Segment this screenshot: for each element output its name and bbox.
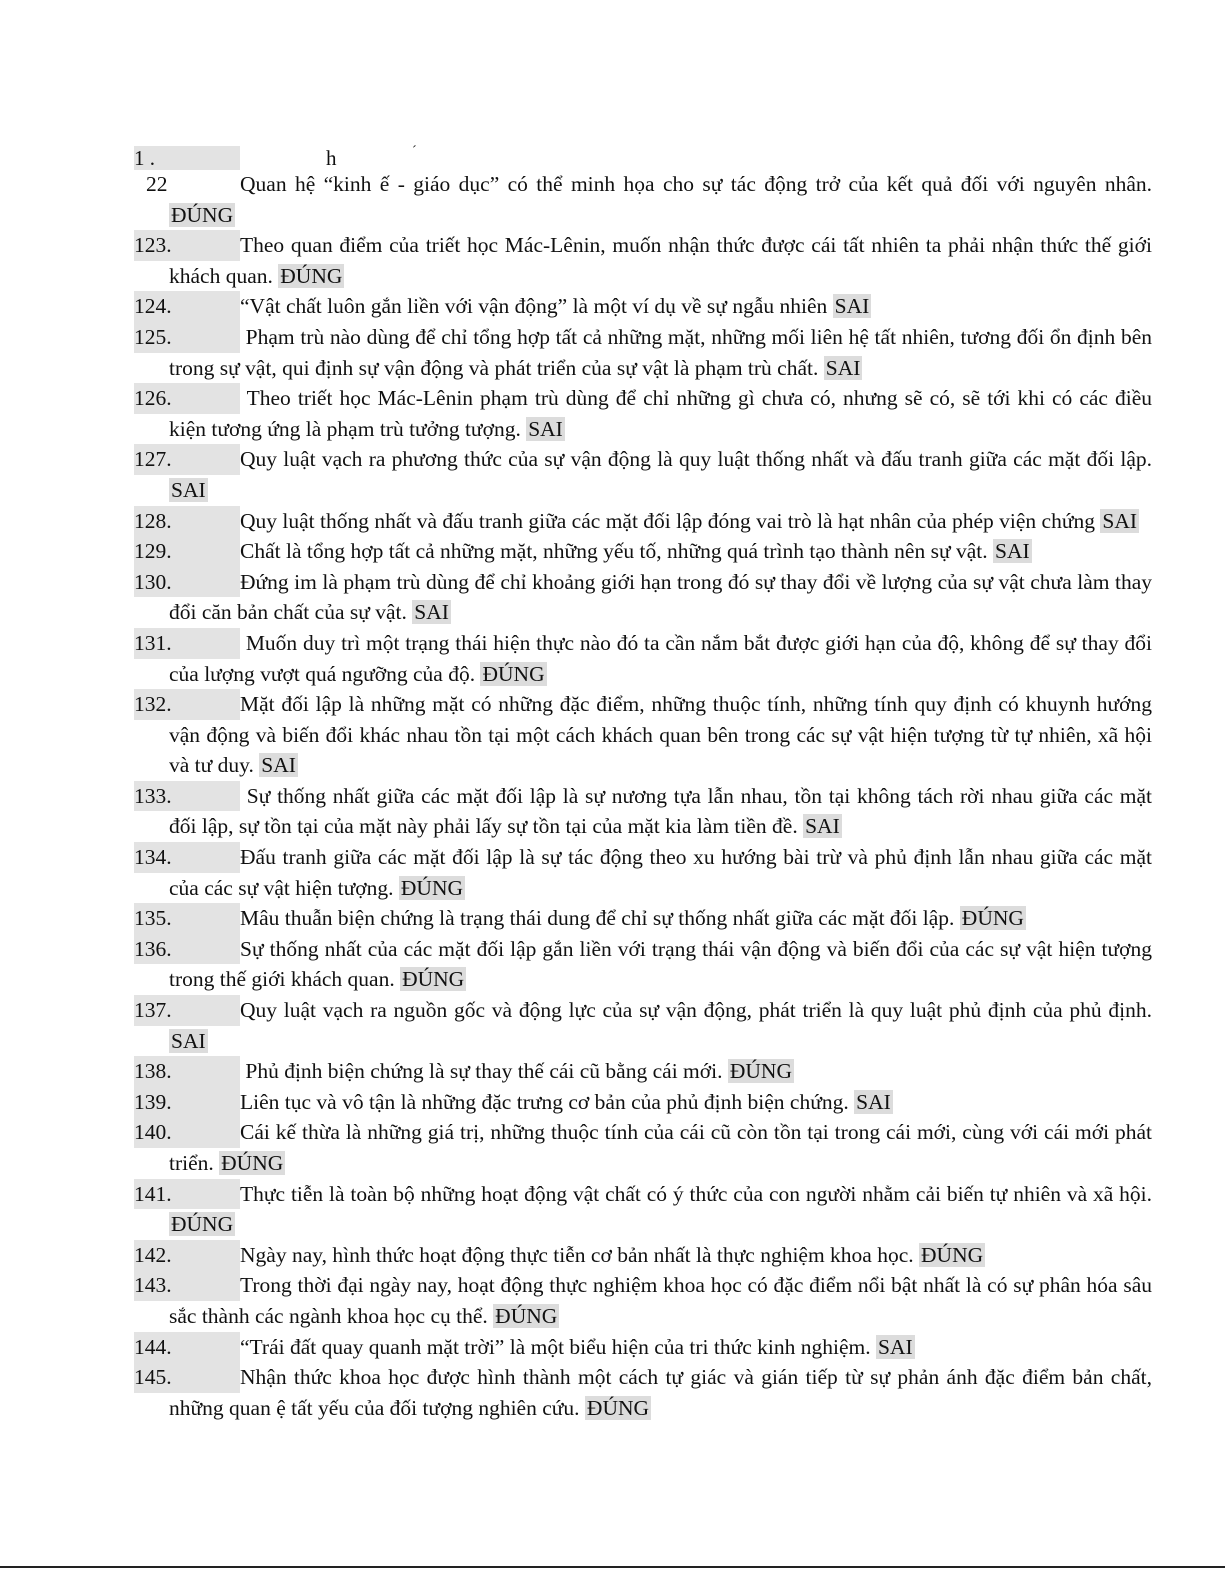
question-number: 139. [134, 1087, 240, 1118]
header-fragment-accent: ´ [412, 144, 417, 159]
answer-badge: ĐÚNG [495, 1303, 558, 1328]
question-number: 135. [134, 903, 240, 934]
question-number: 140. [134, 1117, 240, 1148]
question-number: 127. [134, 444, 240, 475]
question-item [134, 567, 1152, 628]
question-text: Nhận thức khoa học được hình thành một cách tự giác và gián tiếp từ sự phản ánh đặc điểm bản chất, những quan ệ tất yếu của đối tượng nghiên cứu. [169, 1365, 1152, 1420]
question-item [134, 1240, 1152, 1271]
question-item [134, 322, 1152, 383]
question-text: Mâu thuẫn biện chứng là trạng thái dung để chỉ sự thống nhất giữa các mặt đối lập. [240, 906, 955, 931]
question-text: Thực tiễn là toàn bộ những hoạt động vật chất có ý thức của con người nhằm cải biến tự nhiên và xã hội. [240, 1181, 1152, 1206]
question-number: 126. [134, 383, 240, 414]
answer-badge: ĐÚNG [482, 661, 545, 686]
header-fragment-letter: h [326, 146, 337, 170]
question-text: Trong thời đại ngày nay, hoạt động thực nghiệm khoa học có đặc điểm nổi bật nhất là có sự phân hóa sâu sắc thành các ngành khoa học cụ thể. [169, 1273, 1152, 1328]
answer-badge: SAI [1102, 508, 1138, 533]
question-item [134, 934, 1152, 995]
question-number: 123. [134, 230, 240, 261]
question-list [134, 169, 1152, 1423]
answer-badge: ĐÚNG [921, 1242, 984, 1267]
question-item [134, 781, 1152, 842]
question-number: 128. [134, 506, 240, 537]
question-text: Sự thống nhất của các mặt đối lập gắn liền với trạng thái vận động và biến đổi của các sự vật hiện tượng trong thế giới khách quan. [169, 936, 1152, 992]
question-number: 22 [146, 172, 168, 196]
question-number: 138. [134, 1056, 240, 1087]
question-number: 134. [134, 842, 240, 873]
question-text: Phạm trù nào dùng để chỉ tổng hợp tất cả những mặt, những mối liên hệ tất nhiên, tương đối ổn định bên trong sự vật, qui định sự vận động và phát triển của sự vật là phạm trù chất. [169, 324, 1152, 380]
question-item [134, 169, 1152, 230]
question-item [134, 628, 1152, 689]
question-number: 130. [134, 567, 240, 598]
question-item [134, 1270, 1152, 1331]
answer-badge: SAI [825, 355, 861, 380]
answer-badge: SAI [878, 1334, 913, 1359]
question-number: 124. [134, 291, 240, 322]
question-text: Mặt đối lập là những mặt có những đặc điểm, những thuộc tính, những tính quy định có khuynh hướng vận động và biến đổi khác nhau tồn tại một cách khách quan bên trong các sự vật hiện tượng từ tự nhiên, xã hội và tư duy. [169, 692, 1152, 778]
question-item [134, 1332, 1152, 1363]
question-text: Đấu tranh giữa các mặt đối lập là sự tác động theo xu hướng bài trừ và phủ định lẫn nhau giữa các mặt của các sự vật hiện tượng. [169, 845, 1152, 900]
answer-badge: SAI [528, 416, 563, 441]
answer-badge: SAI [805, 814, 840, 839]
question-number: 145. [134, 1362, 240, 1393]
question-item [134, 1179, 1152, 1240]
question-number: 144. [134, 1332, 240, 1363]
question-text: Sự thống nhất giữa các mặt đối lập là sự nương tựa lẫn nhau, tồn tại không tách rời nhau giữa các mặt đối lập, sự tồn tại của mặt này phải lấy sự tồn tại của mặt kia làm tiền đề. [169, 783, 1152, 839]
question-item [134, 1362, 1152, 1423]
question-text: “Vật chất luôn gắn liền với vận động” là một ví dụ về sự ngẫu nhiên [240, 294, 828, 319]
question-number: 143. [134, 1270, 240, 1301]
question-text: Theo quan điểm của triết học Mác-Lênin, muốn nhận thức được cái tất nhiên ta phải nhận thức thế giới khách quan. [169, 233, 1152, 288]
question-text: Theo triết học Mác-Lênin phạm trù dùng để chỉ những gì chưa có, nhưng sẽ có, sẽ tới khi có các điều kiện tương ứng là phạm trù tưởng tượng. [169, 386, 1152, 441]
question-number: 125. [134, 322, 240, 353]
question-text: Quy luật thống nhất và đấu tranh giữa các mặt đối lập đóng vai trò là hạt nhân của phép viện chứng [240, 508, 1095, 533]
question-item [134, 689, 1152, 781]
answer-badge: SAI [171, 1028, 206, 1053]
question-item [134, 230, 1152, 291]
answer-badge: ĐÚNG [961, 906, 1024, 931]
question-item [134, 1056, 1152, 1087]
question-number: 142. [134, 1240, 240, 1271]
question-number: 132. [134, 689, 240, 720]
question-number: 141. [134, 1179, 240, 1210]
question-item [134, 1117, 1152, 1178]
question-text: Cái kế thừa là những giá trị, những thuộc tính của cái cũ còn tồn tại trong cái mới, cùng với cái mới phát triển. [169, 1120, 1152, 1175]
answer-badge: ĐÚNG [171, 202, 234, 227]
question-item [134, 291, 1152, 322]
question-text: Muốn duy trì một trạng thái hiện thực nào đó ta cần nắm bắt được giới hạn của độ, không để sự thay đổi của lượng vượt quá ngưỡng của độ. [169, 630, 1152, 686]
question-text: Quan hệ “kinh ế - giáo dục” có thể minh họa cho sự tác động trở của kết quả đối với nguyên nhân. [240, 172, 1152, 196]
question-item [134, 506, 1152, 537]
question-text: Quy luật vạch ra nguồn gốc và động lực của sự vận động, phát triển là quy luật phủ định của phủ định. [240, 998, 1152, 1023]
question-text: Phủ định biện chứng là sự thay thế cái cũ bằng cái mới. [240, 1059, 723, 1084]
header-number: 1 . [134, 146, 240, 170]
question-number: 136. [134, 934, 240, 965]
answer-badge: SAI [261, 753, 296, 778]
question-item [134, 903, 1152, 934]
header-fragment-line [134, 144, 417, 170]
question-text: Chất là tổng hợp tất cả những mặt, những yếu tố, những quá trình tạo thành nên sự vật. [240, 539, 988, 564]
question-item [134, 995, 1152, 1056]
question-text: Quy luật vạch ra phương thức của sự vận động là quy luật thống nhất và đấu tranh giữa các mặt đối lập. [240, 447, 1152, 472]
question-item [134, 842, 1152, 903]
answer-badge: ĐÚNG [280, 263, 343, 288]
answer-badge: SAI [856, 1089, 891, 1114]
answer-badge: ĐÚNG [400, 875, 463, 900]
answer-badge: SAI [171, 477, 206, 502]
question-item [134, 536, 1152, 567]
question-text: Liên tục và vô tận là những đặc trưng cơ bản của phủ định biện chứng. [240, 1089, 849, 1114]
answer-badge: SAI [995, 539, 1030, 564]
question-text: “Trái đất quay quanh mặt trời” là một biểu hiện của tri thức kinh nghiệm. [240, 1334, 871, 1359]
question-text: Đứng im là phạm trù dùng để chỉ khoảng giới hạn trong đó sự thay đổi về lượng của sự vật chưa làm thay đổi căn bản chất của sự vật. [169, 569, 1152, 625]
question-item [134, 1087, 1152, 1118]
question-number: 133. [134, 781, 240, 812]
answer-badge: ĐÚNG [402, 967, 465, 992]
question-number: 137. [134, 995, 240, 1026]
question-item [134, 383, 1152, 444]
question-number: 129. [134, 536, 240, 567]
answer-badge: SAI [834, 294, 870, 319]
answer-badge: ĐÚNG [729, 1059, 792, 1084]
question-text: Ngày nay, hình thức hoạt động thực tiễn cơ bản nhất là thực nghiệm khoa học. [240, 1242, 914, 1267]
question-number: 131. [134, 628, 240, 659]
question-item [134, 444, 1152, 505]
answer-badge: ĐÚNG [171, 1212, 234, 1237]
answer-badge: SAI [414, 600, 449, 625]
answer-badge: ĐÚNG [221, 1151, 284, 1175]
answer-badge: ĐÚNG [586, 1395, 650, 1420]
footer-rule [0, 1566, 1225, 1568]
